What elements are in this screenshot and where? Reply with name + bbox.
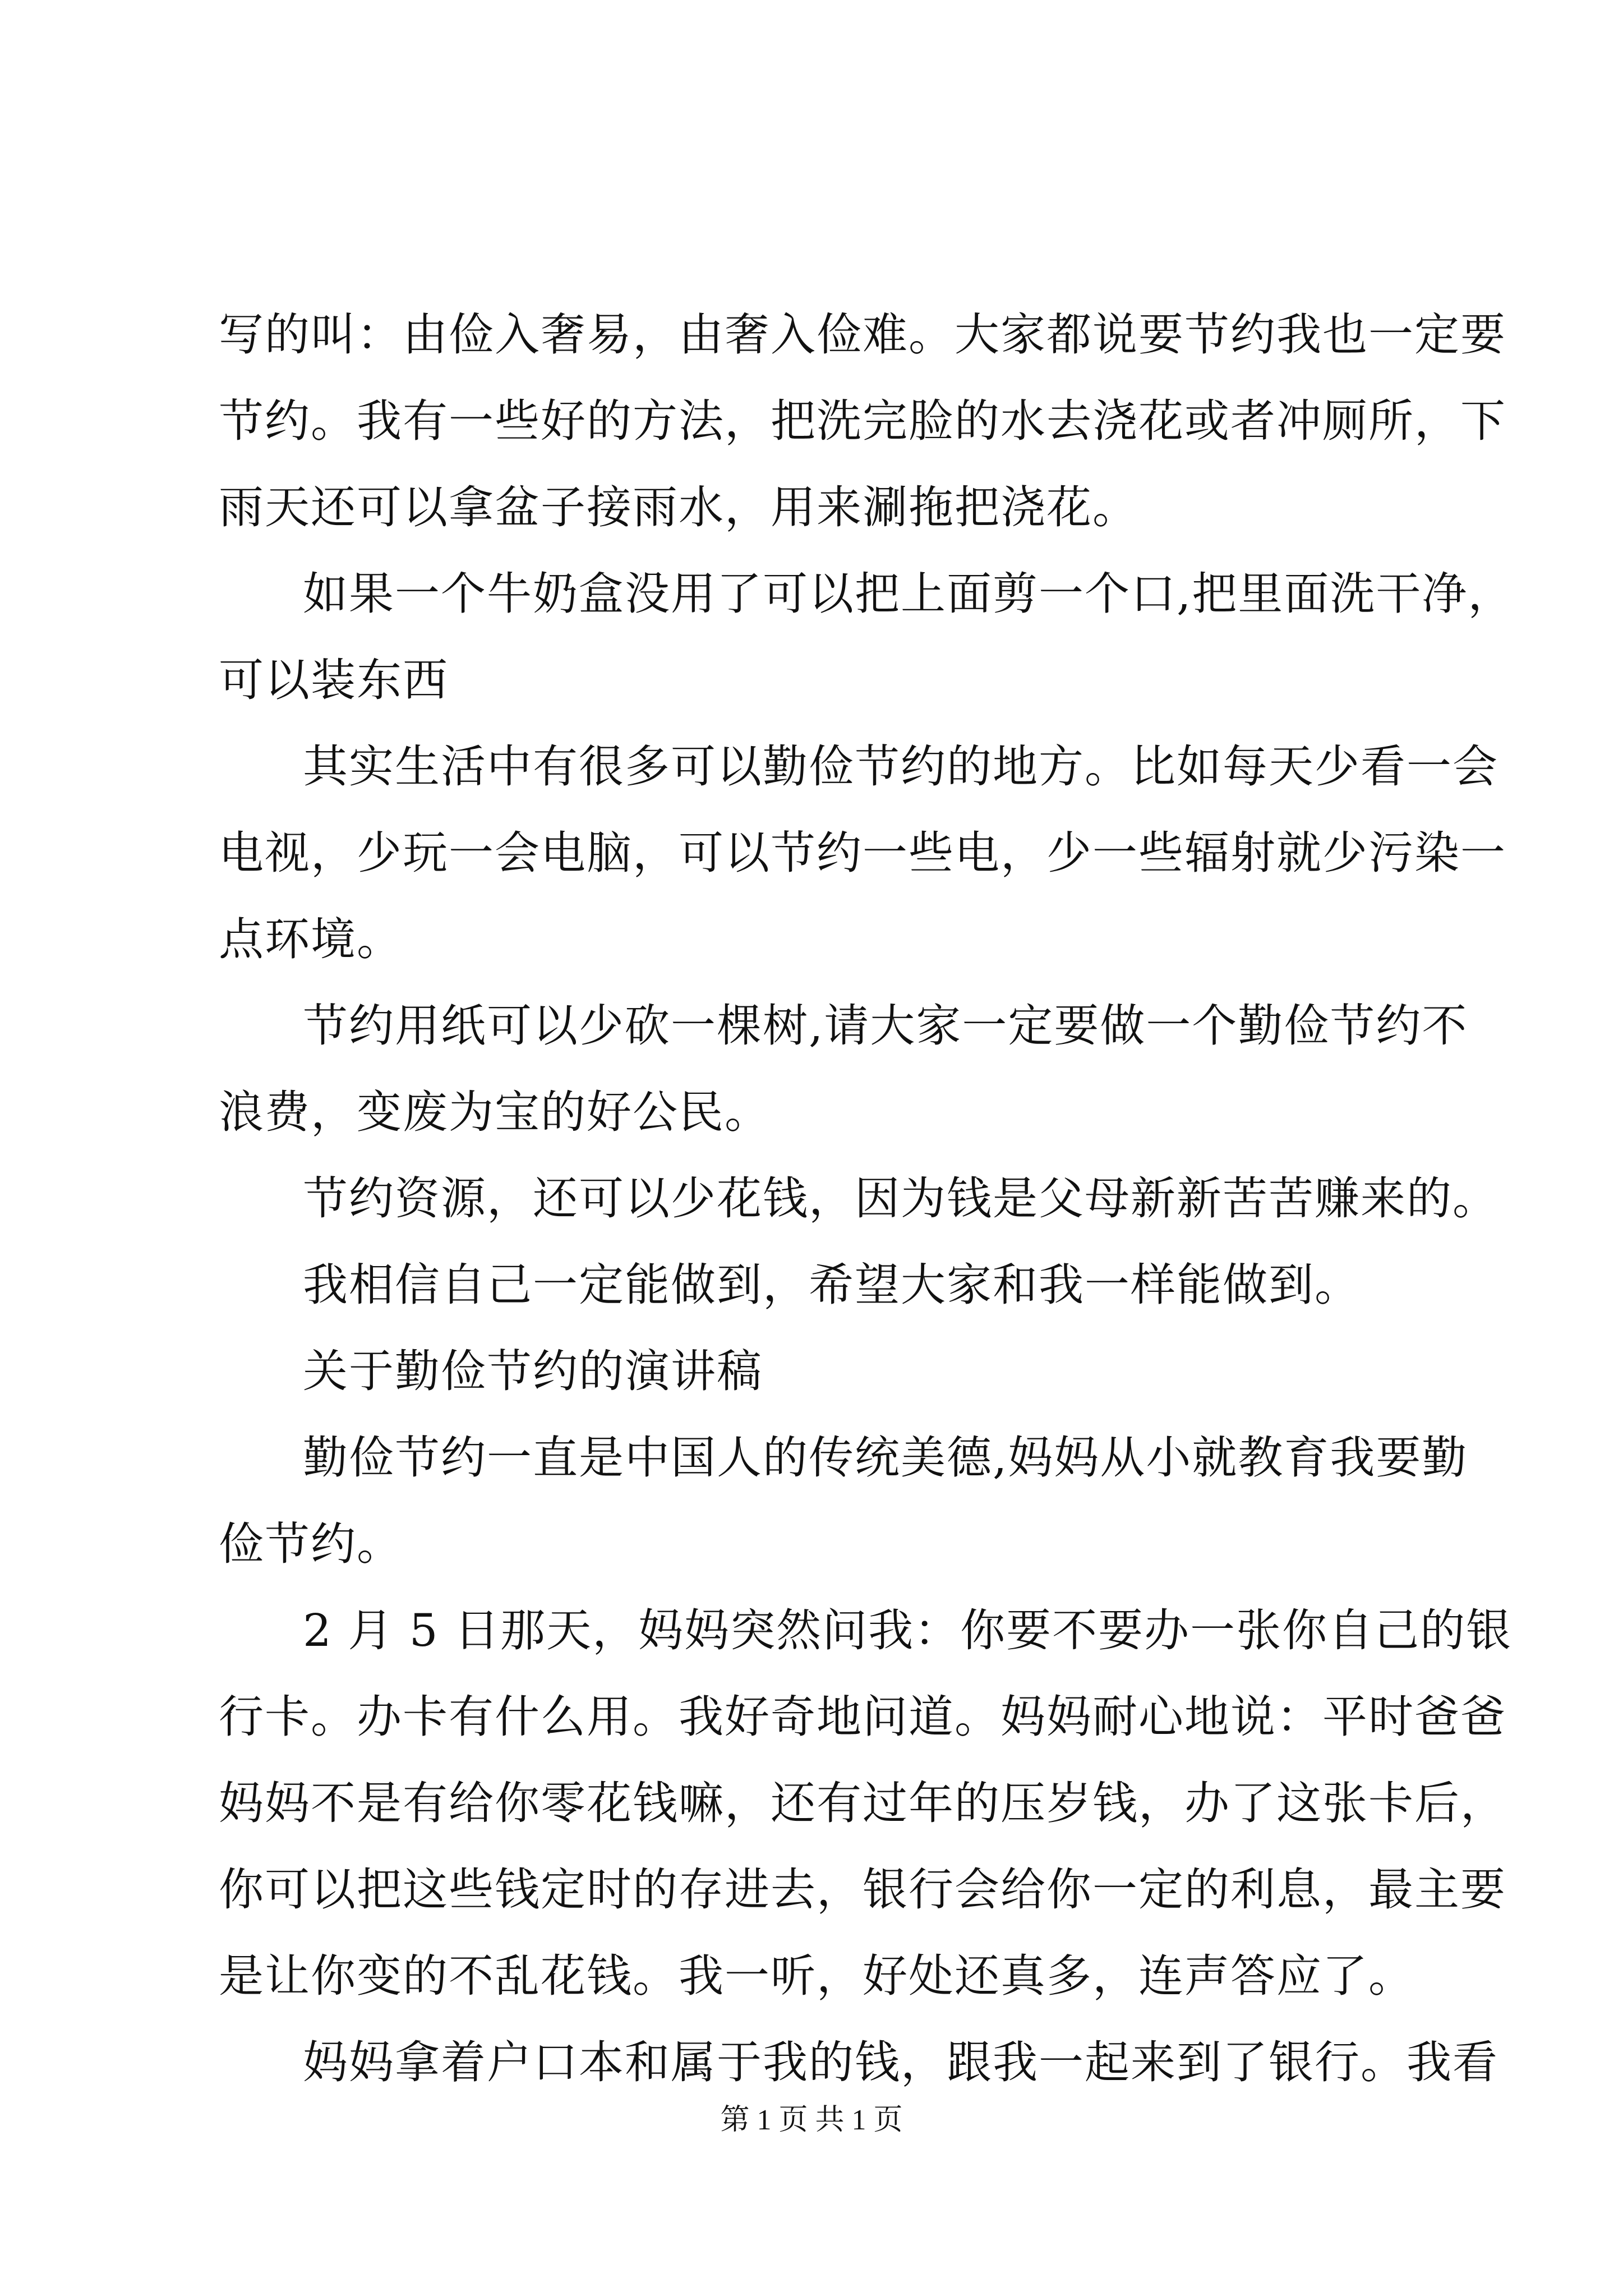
text-line: 行卡。办卡有什么用。我好奇地问道。妈妈耐心地说：平时爸爸 — [219, 1691, 1506, 1743]
text-line: 雨天还可以拿盆子接雨水，用来涮拖把浇花。 — [219, 481, 1138, 533]
text-line: 你可以把这些钱定时的存进去，银行会给你一定的利息，最主要 — [219, 1864, 1506, 1916]
paragraph-start-line: 我相信自己一定能做到，希望大家和我一样能做到。 — [303, 1259, 1361, 1311]
section-title-line: 关于勤俭节约的演讲稿 — [303, 1345, 763, 1397]
paragraph-start-line: 2 月 5 日那天，妈妈突然问我：你要不要办一张你自己的银 — [303, 1604, 1513, 1657]
paragraph-start-line: 节约资源，还可以少花钱，因为钱是父母新新苦苦赚来的。 — [303, 1172, 1498, 1225]
text-line: 浪费，变废为宝的好公民。 — [219, 1086, 771, 1138]
text-line: 节约。我有一些好的方法，把洗完脸的水去浇花或者冲厕所，下 — [219, 395, 1506, 447]
body-text — [219, 292, 1514, 2106]
text-line: 俭节约。 — [219, 1518, 403, 1570]
text-line: 可以装东西 — [219, 654, 449, 706]
paragraph-start-line: 其实生活中有很多可以勤俭节约的地方。比如每天少看一会 — [303, 740, 1498, 793]
text-line: 是让你变的不乱花钱。我一听，好处还真多，连声答应了。 — [219, 1950, 1414, 2002]
paragraph-start-line: 节约用纸可以少砍一棵树,请大家一定要做一个勤俭节约不 — [303, 1000, 1468, 1052]
text-line: 妈妈不是有给你零花钱嘛，还有过年的压岁钱，办了这张卡后， — [219, 1777, 1506, 1829]
text-line: 点环境。 — [219, 913, 403, 965]
text-line: 写的叫：由俭入奢易，由奢入俭难。大家都说要节约我也一定要 — [219, 309, 1506, 361]
text-line: 电视，少玩一会电脑，可以节约一些电，少一些辐射就少污染一 — [219, 827, 1506, 879]
paragraph-start-line: 妈妈拿着户口本和属于我的钱，跟我一起来到了银行。我看 — [303, 2036, 1498, 2088]
paragraph-start-line: 勤俭节约一直是中国人的传统美德,妈妈从小就教育我要勤 — [303, 1432, 1468, 1484]
paragraph-start-line: 如果一个牛奶盒没用了可以把上面剪一个口,把里面洗干净， — [303, 568, 1514, 620]
page-number-footer: 第 1 页 共 1 页 — [720, 2104, 903, 2136]
